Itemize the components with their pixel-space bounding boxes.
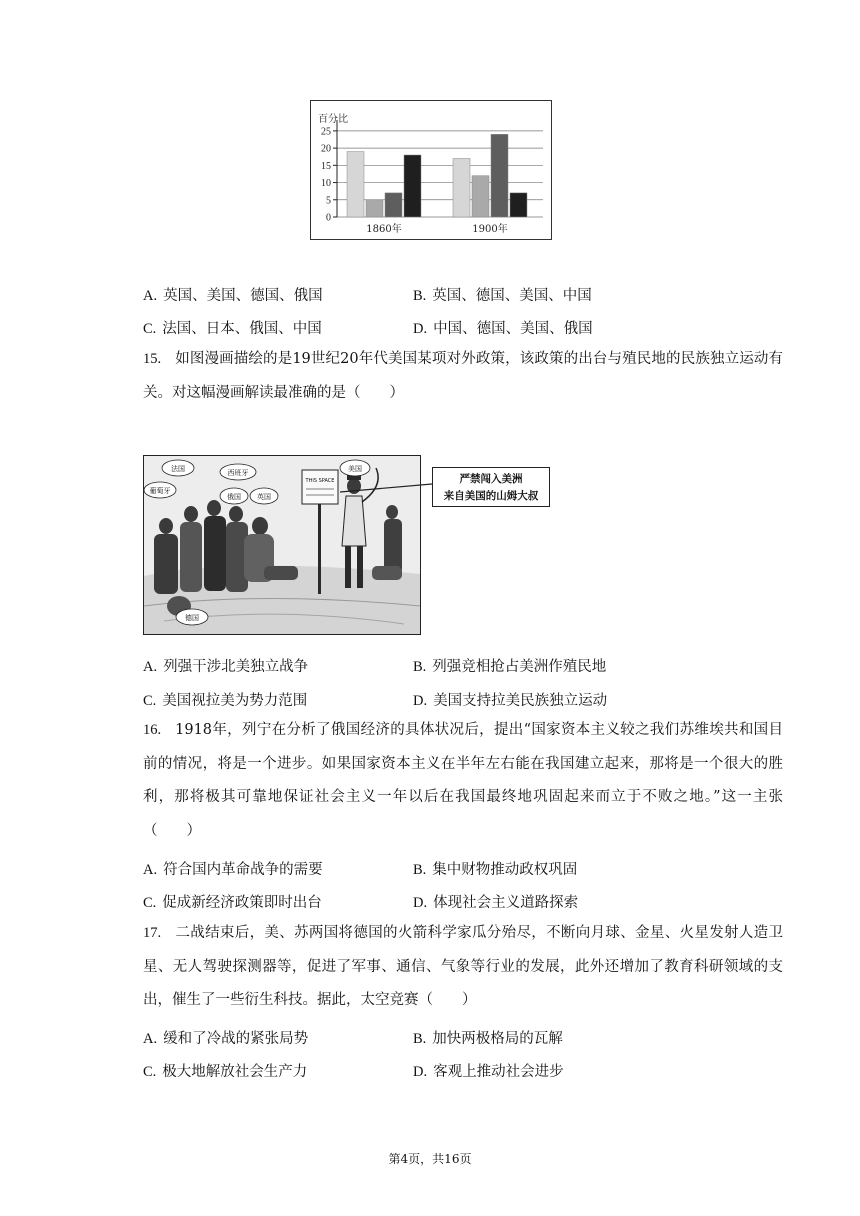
q17-options-row-2	[143, 1060, 783, 1084]
bubble-portugal	[144, 482, 176, 498]
q14-option-b[interactable]: B. 英国、德国、美国、中国	[413, 288, 592, 304]
q15-options-row-2	[143, 689, 783, 713]
q15-option-b[interactable]: B. 列强竞相抢占美洲作殖民地	[413, 659, 607, 675]
x-category-label-1: 1860年	[366, 224, 402, 235]
q17-stem	[143, 917, 783, 1018]
q16-option-a[interactable]: A. 符合国内革命战争的需要	[143, 862, 323, 878]
bubble-germany	[176, 609, 208, 625]
q14-option-d[interactable]: D. 中国、德国、美国、俄国	[413, 321, 593, 337]
svg-text:法国: 法国	[171, 465, 185, 473]
q14-option-a[interactable]: A. 英国、美国、德国、俄国	[143, 288, 323, 304]
cartoon-callout	[432, 467, 550, 507]
bubble-france	[162, 460, 194, 476]
page-footer: 第4页，共16页	[388, 1152, 472, 1166]
bar-1900年-series-3	[491, 134, 508, 217]
y-tick-label-4: 20	[321, 143, 331, 155]
bar-1900年-series-1	[453, 158, 470, 217]
q16-stem	[143, 714, 783, 848]
q16-options-row-1	[143, 858, 783, 882]
cartoon-sign-text: THIS SPACE	[305, 478, 335, 484]
svg-text:俄国: 俄国	[227, 493, 241, 501]
bar-1900年-series-4	[510, 193, 527, 217]
q16-option-c[interactable]: C. 促成新经济政策即时出台	[143, 895, 322, 911]
q17-text: 二战结束后，美、苏两国将德国的火箭科学家瓜分殆尽，不断向月球、金星、火星发射人造卫星、无人驾驶探测器等，促进了军事、通信、气象等行业的发展，此外还增加了教育科研领域的支出，催生了一些衍生科技。据此，太空竞赛（ ）	[143, 925, 783, 1008]
q17-options-row-1	[143, 1027, 783, 1051]
q17-option-b[interactable]: B. 加快两极格局的瓦解	[413, 1031, 563, 1047]
bar-1860年-series-2	[366, 200, 383, 217]
svg-text:英国: 英国	[257, 493, 271, 501]
q15-options-row-1	[143, 655, 783, 679]
q17-option-a[interactable]: A. 缓和了冷战的紧张局势	[143, 1031, 309, 1047]
bubble-britain	[250, 488, 278, 504]
q17-option-c[interactable]: C. 极大地解放社会生产力	[143, 1064, 308, 1080]
q16-text: 1918年，列宁在分析了俄国经济的具体状况后，提出“国家资本主义较之我们苏维埃共和国目前的情况，将是一个进步。如果国家资本主义在半年左右能在我国建立起来，那将是一个很大的胜利，那将极其可靠地保证社会主义一年以后在我国最终地巩固起来而立于不败之地。”这一主张（ ）	[143, 722, 783, 839]
svg-text:美国: 美国	[348, 465, 362, 473]
y-axis-label: 百分比	[318, 114, 348, 125]
q15-number: 15.	[143, 351, 162, 367]
bar-1860年-series-4	[404, 155, 421, 217]
q16-options-row-2	[143, 891, 783, 915]
bar-1900年-series-2	[472, 176, 489, 217]
callout-line-1: 严禁闯入美洲	[459, 473, 523, 485]
q15-option-c[interactable]: C. 美国视拉美为势力范围	[143, 693, 308, 709]
svg-text:葡萄牙: 葡萄牙	[149, 487, 171, 495]
svg-text:西班牙: 西班牙	[227, 469, 249, 477]
q15-text: 如图漫画描绘的是19世纪20年代美国某项对外政策，该政策的出台与殖民地的民族独立运动有关。对这幅漫画解读最准确的是（ ）	[143, 351, 783, 401]
svg-text:德国: 德国	[185, 614, 199, 622]
q16-option-b[interactable]: B. 集中财物推动政权巩固	[413, 862, 578, 878]
x-category-label-2: 1900年	[472, 224, 508, 235]
q14-option-c[interactable]: C. 法国、日本、俄国、中国	[143, 321, 322, 337]
q16-option-d[interactable]: D. 体现社会主义道路探索	[413, 895, 579, 911]
q17-option-d[interactable]: D. 客观上推动社会进步	[413, 1064, 564, 1080]
bubble-russia	[220, 488, 248, 504]
y-tick-label-3: 15	[321, 160, 331, 172]
bar-chart	[310, 100, 552, 240]
callout-pointer-line	[340, 470, 440, 500]
callout-line-2: 来自美国的山姆大叔	[443, 490, 539, 502]
bar-1860年-series-1	[347, 152, 364, 217]
bubble-spain	[220, 464, 256, 480]
y-tick-label-0: 0	[326, 212, 331, 224]
y-tick-label-5: 25	[321, 126, 331, 138]
q14-options-row-1	[143, 284, 783, 308]
y-tick-label-1: 5	[326, 195, 331, 207]
bar-1860年-series-3	[385, 193, 402, 217]
bar-chart-svg	[311, 101, 551, 239]
q15-option-d[interactable]: D. 美国支持拉美民族独立运动	[413, 693, 608, 709]
y-tick-label-2: 10	[321, 178, 331, 190]
q16-number: 16.	[143, 722, 162, 738]
q15-option-a[interactable]: A. 列强干涉北美独立战争	[143, 659, 309, 675]
q15-stem	[143, 343, 783, 410]
q14-options-row-2	[143, 317, 783, 341]
q17-number: 17.	[143, 925, 162, 941]
